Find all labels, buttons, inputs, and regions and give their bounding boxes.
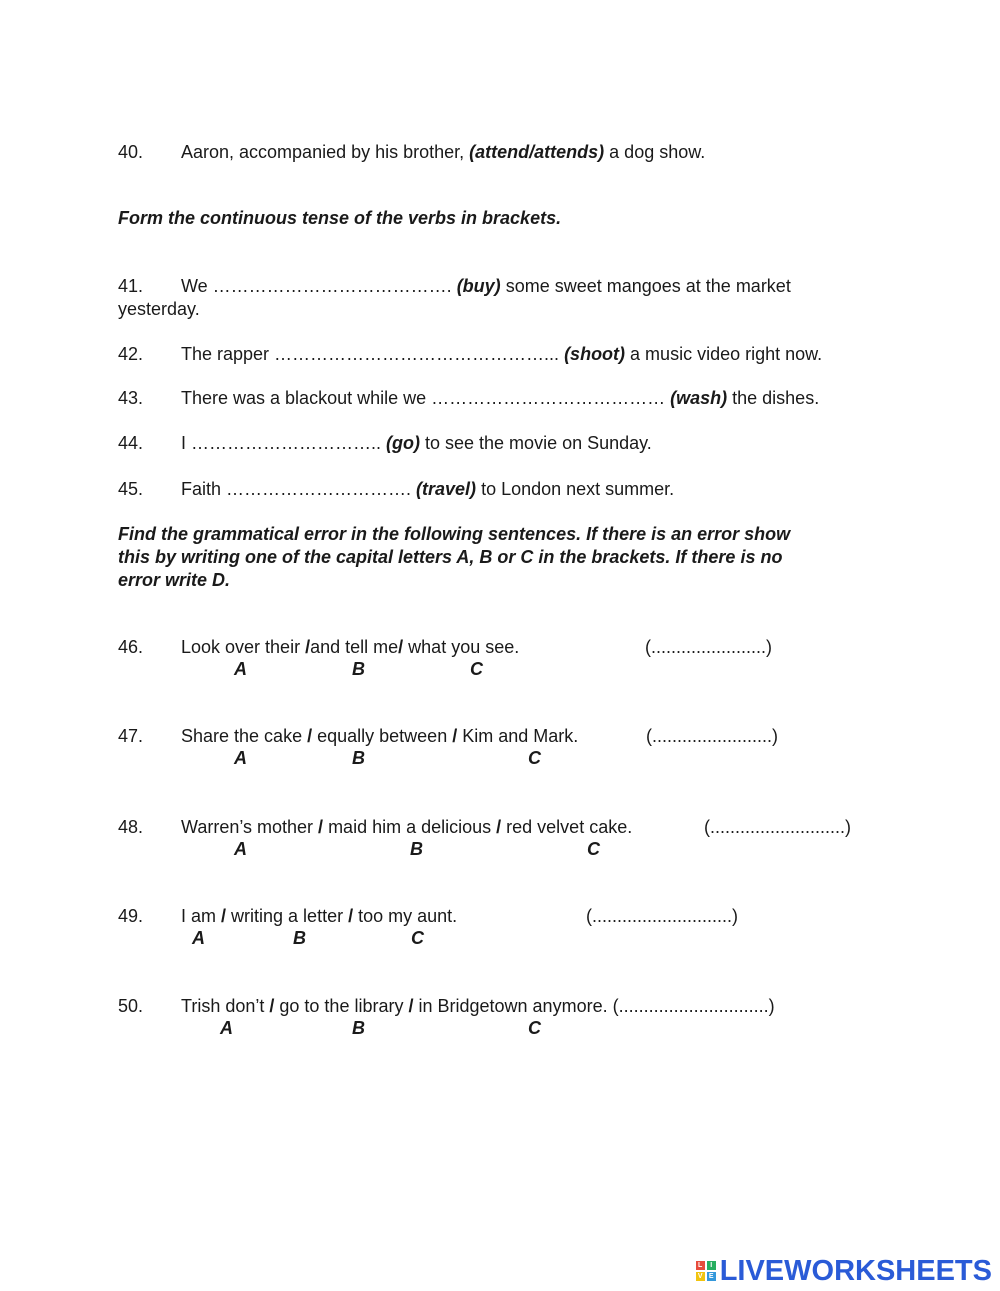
question-45-pre: Faith …………………………. bbox=[181, 479, 417, 499]
question-42-text bbox=[181, 343, 822, 365]
divider-slash: / bbox=[305, 637, 311, 657]
question-41-text bbox=[181, 275, 791, 297]
instruction-grammatical-error-line3: error write D. bbox=[118, 570, 231, 590]
question-43-post: the dishes. bbox=[727, 388, 820, 408]
question-40-verb: (attend/attends) bbox=[469, 142, 605, 162]
question-40-post: a dog show. bbox=[604, 142, 706, 162]
question-42-post: a music video right now. bbox=[625, 344, 823, 364]
letter-b: B bbox=[352, 748, 365, 768]
question-48-part-b: maid him a delicious bbox=[323, 817, 497, 837]
divider-slash: / bbox=[221, 906, 227, 926]
answer-blank-47[interactable]: (........................) bbox=[646, 726, 779, 746]
logo-block-i: I bbox=[707, 1261, 716, 1270]
divider-slash: / bbox=[318, 817, 324, 837]
divider-slash: / bbox=[398, 637, 404, 657]
question-43-verb: (wash) bbox=[670, 388, 728, 408]
question-48-part-c: red velvet cake. bbox=[501, 817, 633, 837]
question-44-text bbox=[181, 432, 652, 454]
question-47-part-b: equally between bbox=[312, 726, 453, 746]
question-44-post: to see the movie on Sunday. bbox=[420, 433, 652, 453]
divider-slash: / bbox=[307, 726, 313, 746]
instruction-grammatical-error-line1: Find the grammatical error in the following sentences. If there is an error show bbox=[118, 524, 791, 544]
question-47-part-c: Kim and Mark. bbox=[457, 726, 579, 746]
logo-block-v: V bbox=[696, 1272, 705, 1281]
question-49-part-b: writing a letter bbox=[226, 906, 349, 926]
divider-slash: / bbox=[496, 817, 502, 837]
question-47-text bbox=[181, 725, 578, 747]
letter-a: A bbox=[234, 748, 247, 768]
question-42-number: 42. bbox=[118, 344, 144, 364]
question-48-part-a: Warren’s mother bbox=[181, 817, 319, 837]
letter-c: C bbox=[411, 928, 424, 948]
divider-slash: / bbox=[348, 906, 354, 926]
letter-a: A bbox=[220, 1018, 233, 1038]
question-44-pre: I ………………………….. bbox=[181, 433, 387, 453]
question-41-pre: We …………………………………. bbox=[181, 276, 457, 296]
question-42-pre: The rapper ………………………………………... bbox=[181, 344, 565, 364]
question-47-part-a: Share the cake bbox=[181, 726, 308, 746]
question-49-text bbox=[181, 905, 457, 927]
divider-slash: / bbox=[452, 726, 458, 746]
question-45-post: to London next summer. bbox=[476, 479, 675, 499]
question-46-part-c: what you see. bbox=[403, 637, 520, 657]
question-40-pre: Aaron, accompanied by his brother, bbox=[181, 142, 470, 162]
question-50-part-c: in Bridgetown anymore. bbox=[413, 996, 613, 1016]
question-49-number: 49. bbox=[118, 906, 144, 926]
question-48-text bbox=[181, 816, 632, 838]
answer-blank-49[interactable]: (............................) bbox=[586, 906, 739, 926]
logo-blocks-icon bbox=[696, 1261, 716, 1281]
liveworksheets-logo bbox=[696, 1255, 992, 1287]
question-48-number: 48. bbox=[118, 817, 144, 837]
question-40-text bbox=[181, 141, 705, 163]
letter-b: B bbox=[410, 839, 423, 859]
answer-blank-46[interactable]: (.......................) bbox=[645, 637, 773, 657]
question-45-verb: (travel) bbox=[416, 479, 477, 499]
question-41-number: 41. bbox=[118, 276, 144, 296]
question-40-number: 40. bbox=[118, 142, 144, 162]
answer-blank-50[interactable]: (..............................) bbox=[612, 996, 775, 1016]
question-44-verb: (go) bbox=[386, 433, 420, 453]
question-50-part-a: Trish don’t bbox=[181, 996, 270, 1016]
question-45-text bbox=[181, 478, 674, 500]
question-43-number: 43. bbox=[118, 388, 144, 408]
question-49-part-a: I am bbox=[181, 906, 222, 926]
logo-block-e: E bbox=[707, 1272, 716, 1281]
divider-slash: / bbox=[408, 996, 414, 1016]
letter-b: B bbox=[352, 1018, 365, 1038]
letter-b: B bbox=[352, 659, 365, 679]
question-49-part-c: too my aunt. bbox=[353, 906, 458, 926]
question-43-text bbox=[181, 387, 819, 409]
question-50-text bbox=[181, 995, 775, 1017]
question-46-part-b: and tell me bbox=[310, 637, 399, 657]
question-46-part-a: Look over their bbox=[181, 637, 306, 657]
letter-a: A bbox=[192, 928, 205, 948]
instruction-grammatical-error-line2: this by writing one of the capital letters A, B or C in the brackets. If there is no bbox=[118, 547, 783, 567]
instruction-continuous-tense: Form the continuous tense of the verbs in brackets. bbox=[118, 208, 562, 228]
question-41-post: some sweet mangoes at the market bbox=[500, 276, 791, 296]
question-43-pre: There was a blackout while we ………………………………… bbox=[181, 388, 671, 408]
question-41-verb: (buy) bbox=[456, 276, 501, 296]
logo-block-l: L bbox=[696, 1261, 705, 1270]
letter-c: C bbox=[528, 1018, 541, 1038]
question-42-verb: (shoot) bbox=[564, 344, 626, 364]
letter-b: B bbox=[293, 928, 306, 948]
question-41-line2: yesterday. bbox=[118, 299, 200, 319]
divider-slash: / bbox=[269, 996, 275, 1016]
letter-c: C bbox=[528, 748, 541, 768]
question-44-number: 44. bbox=[118, 433, 144, 453]
logo-text: LIVEWORKSHEETS bbox=[719, 1254, 992, 1287]
letter-a: A bbox=[234, 839, 247, 859]
question-50-number: 50. bbox=[118, 996, 144, 1016]
question-47-number: 47. bbox=[118, 726, 144, 746]
question-45-number: 45. bbox=[118, 479, 144, 499]
question-46-text bbox=[181, 636, 519, 658]
letter-c: C bbox=[587, 839, 600, 859]
answer-blank-48[interactable]: (...........................) bbox=[704, 817, 852, 837]
letter-c: C bbox=[470, 659, 483, 679]
question-50-part-b: go to the library bbox=[274, 996, 409, 1016]
question-46-number: 46. bbox=[118, 637, 144, 657]
letter-a: A bbox=[234, 659, 247, 679]
